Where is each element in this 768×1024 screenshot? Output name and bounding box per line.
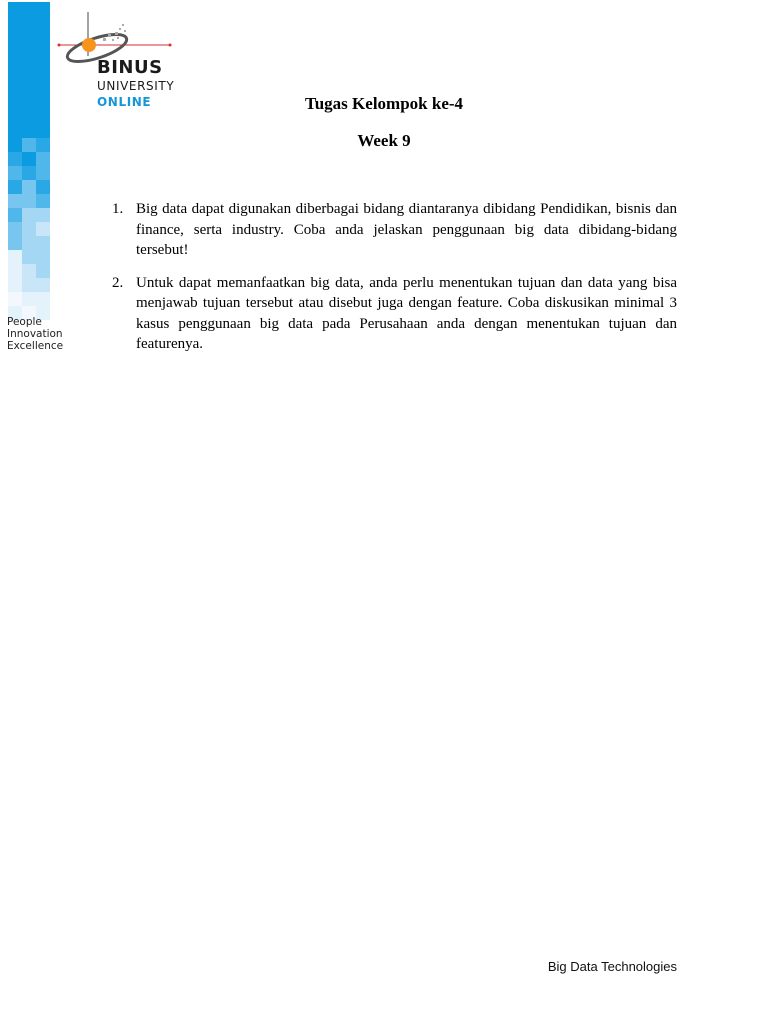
stripe-pixel xyxy=(8,278,22,292)
logo-online-text: ONLINE xyxy=(97,95,152,109)
stripe-pixel xyxy=(22,236,36,250)
logo-university-text: UNIVERSITY xyxy=(97,79,175,93)
stripe-pixel xyxy=(36,278,50,292)
decorative-stripe xyxy=(8,2,50,318)
stripe-pixel xyxy=(22,208,36,222)
question-number: 2. xyxy=(112,274,124,291)
question-text: Big data dapat digunakan diberbagai bidang diantaranya dibidang Pendidikan, bisnis dan finance, serta industry. Coba anda jelaskan penggunaan big data dibidang-bidang tersebut! xyxy=(136,201,677,258)
page-footer: Big Data Technologies xyxy=(547,959,677,974)
stripe-pixel xyxy=(22,194,36,208)
stripe-pixel xyxy=(22,250,36,264)
tagline-line: Innovation xyxy=(7,328,63,340)
question-item xyxy=(111,273,677,355)
stripe-pixel xyxy=(8,264,22,278)
stripe-pixel xyxy=(8,236,22,250)
stripe-pixel xyxy=(8,250,22,264)
stripe-pixel xyxy=(22,152,36,166)
stripe-pixel xyxy=(36,166,50,180)
stripe-pixel xyxy=(22,278,36,292)
stripe-pixel xyxy=(22,166,36,180)
stripe-pixel xyxy=(36,250,50,264)
stripe-pixel xyxy=(22,292,36,306)
stripe-pixel xyxy=(36,222,50,236)
stripe-pixel xyxy=(36,264,50,278)
question-item xyxy=(111,199,677,261)
stripe-pixel xyxy=(8,292,22,306)
tagline xyxy=(7,316,63,352)
question-list xyxy=(111,199,677,367)
stripe-pixel xyxy=(8,166,22,180)
stripe-pixel xyxy=(8,222,22,236)
question-number: 1. xyxy=(112,201,124,217)
stripe-pixel xyxy=(36,208,50,222)
stripe-pixel xyxy=(8,152,22,166)
tagline-line: Excellence xyxy=(7,340,64,352)
stripe-pixel xyxy=(22,180,36,194)
stripe-pixel xyxy=(22,222,36,236)
logo-brand-text: BINUS xyxy=(97,57,163,78)
stripe-pixel xyxy=(36,180,50,194)
stripe-pixel xyxy=(8,180,22,194)
stripe-pixel xyxy=(8,208,22,222)
stripe-pixel xyxy=(8,194,22,208)
stripe-pixel xyxy=(36,152,50,166)
question-text: Untuk dapat memanfaatkan big data, anda perlu menentukan tujuan dan data yang bisa menjawab tujuan tersebut atau disebut juga dengan feature. Coba diskusikan minimal 3 kasus penggunaan big data pada Perusahaan anda dengan menentukan tujuan dan featurenya. xyxy=(136,274,677,352)
stripe-pixel xyxy=(36,194,50,208)
document-title: Tugas Kelompok ke-4 xyxy=(304,94,464,113)
stripe-pixel xyxy=(36,292,50,306)
tagline-line: People xyxy=(7,316,42,328)
stripe-pixel xyxy=(36,236,50,250)
stripe-pixel xyxy=(22,264,36,278)
document-subtitle: Week 9 xyxy=(357,131,411,150)
